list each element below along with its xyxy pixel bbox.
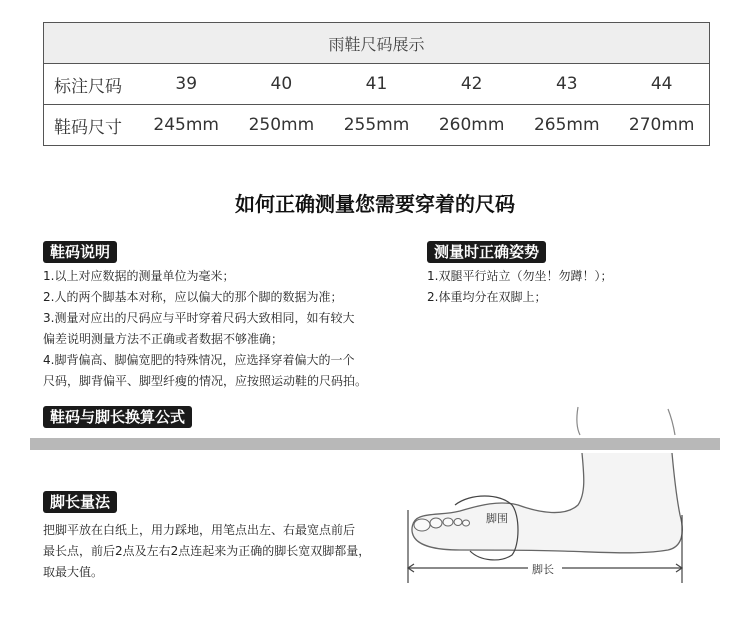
table-cell: 43	[519, 64, 614, 105]
note-line: 2.人的两个脚基本对称，应以偏大的那个脚的数据为准；	[43, 290, 343, 304]
table-title: 雨鞋尺码展示	[44, 23, 710, 64]
posture-label: 测量时正确姿势	[427, 241, 546, 263]
foot-outline	[412, 453, 682, 553]
note-line: 1.以上对应数据的测量单位为毫米；	[43, 269, 235, 283]
row-label: 鞋码尺寸	[44, 105, 139, 146]
table-title-row	[44, 23, 710, 64]
table-row	[44, 105, 710, 146]
note-line: 1.双腿平行站立（勿坐！勿蹲！）；	[427, 269, 613, 283]
shoe-size-label: 鞋码说明	[43, 241, 117, 263]
table-cell: 255mm	[329, 105, 424, 146]
table-cell: 260mm	[424, 105, 519, 146]
table-cell: 245mm	[139, 105, 234, 146]
table-cell: 40	[234, 64, 329, 105]
table-cell: 270mm	[614, 105, 709, 146]
leg-outline	[577, 407, 580, 435]
leg-outline	[668, 409, 675, 435]
toe-shape	[430, 518, 442, 528]
posture-notes	[427, 266, 612, 308]
table-cell: 265mm	[519, 105, 614, 146]
foot-length-label: 脚长量法	[43, 491, 117, 513]
foot-illustration	[400, 405, 710, 590]
table-cell: 42	[424, 64, 519, 105]
table-cell: 39	[139, 64, 234, 105]
note-line: 2.体重均分在双脚上；	[427, 290, 547, 304]
shoe-size-notes	[43, 266, 367, 392]
toe-shape	[414, 519, 430, 531]
size-table	[43, 22, 710, 146]
note-line: 3.测量对应出的尺码应与平时穿着尺码大致相同，如有较大	[43, 311, 355, 325]
conversion-label: 鞋码与脚长换算公式	[43, 406, 192, 428]
page-heading: 如何正确测量您需要穿着的尺码	[235, 192, 515, 216]
toe-shape	[463, 520, 470, 526]
toe-shape	[454, 519, 462, 526]
note-line: 最长点，前后2点及左右2点连起来为正确的脚长宽双脚都量，	[43, 544, 371, 558]
table-row	[44, 64, 710, 105]
table-cell: 41	[329, 64, 424, 105]
note-line: 取最大值。	[43, 565, 104, 579]
girth-label: 脚围	[486, 512, 508, 525]
table-cell: 44	[614, 64, 709, 105]
table-cell: 250mm	[234, 105, 329, 146]
toe-shape	[443, 518, 453, 526]
length-label: 脚长	[532, 563, 554, 576]
note-line: 把脚平放在白纸上，用力踩地，用笔点出左、右最宽点前后	[43, 523, 356, 537]
foot-length-notes	[43, 520, 370, 583]
row-label: 标注尺码	[44, 64, 139, 105]
note-line: 4.脚背偏高、脚偏宽肥的特殊情况，应选择穿着偏大的一个	[43, 353, 355, 367]
note-line: 尺码，脚背偏平、脚型纤瘦的情况，应按照运动鞋的尺码拍。	[43, 374, 368, 388]
note-line: 偏差说明测量方法不正确或者数据不够准确；	[43, 332, 284, 346]
